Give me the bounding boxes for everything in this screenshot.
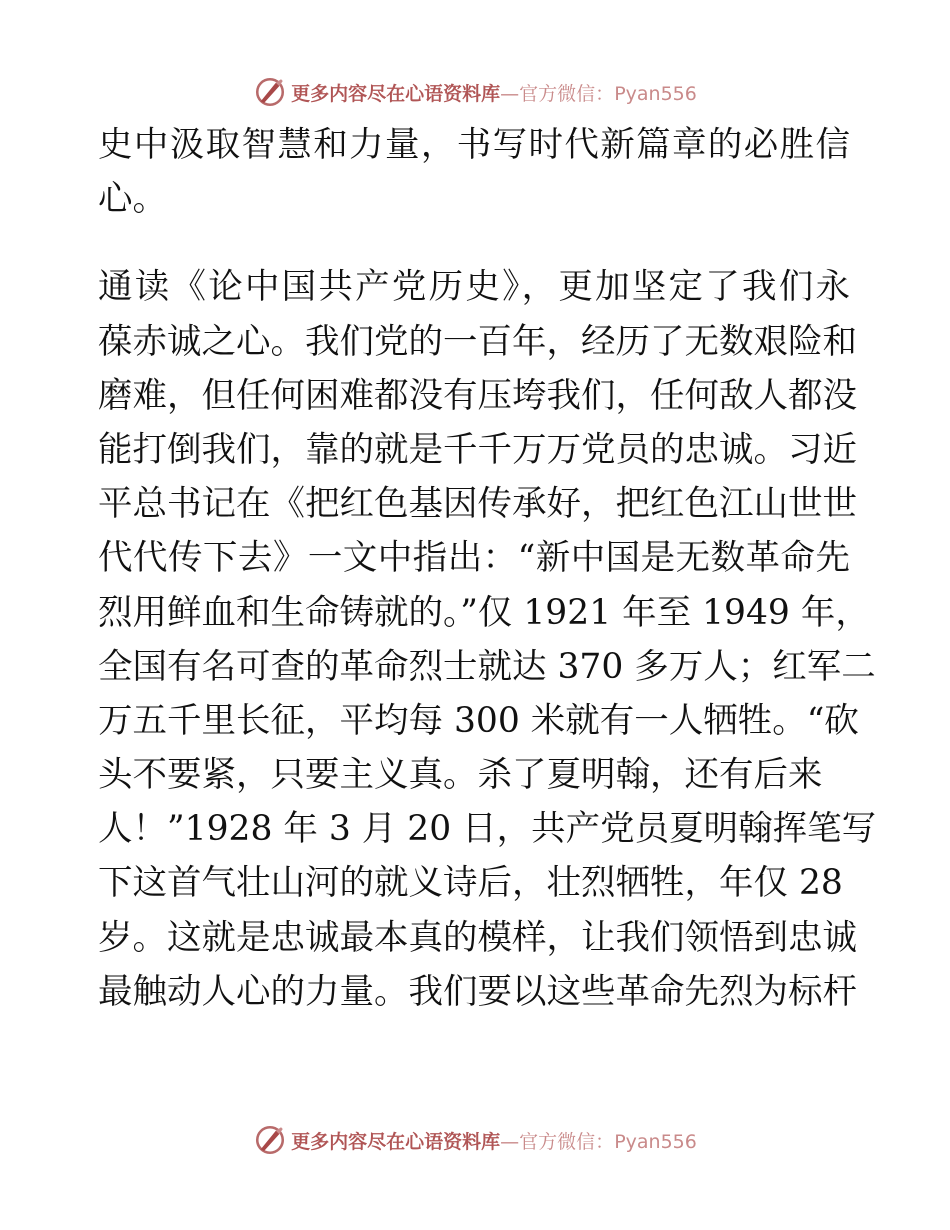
- watermark-handle: Pyan556: [614, 82, 697, 105]
- paragraph-2: [98, 260, 877, 1019]
- watermark-brand: 更多内容尽在心语资料库: [291, 82, 501, 105]
- header-watermark: [0, 72, 950, 112]
- watermark-handle: Pyan556: [614, 1130, 697, 1153]
- paragraph-1: [98, 118, 850, 226]
- watermark-separator: —: [500, 1130, 520, 1153]
- text-line: 葆赤诚之心。我们党的一百年，经历了无数艰险和: [98, 321, 857, 362]
- text-line: 人！”1928 年 3 月 20 日，共产党员夏明翰挥笔写: [98, 809, 877, 850]
- text-line: 最触动人心的力量。我们要以这些革命先烈为标杆: [98, 971, 857, 1012]
- footer-watermark: [0, 1120, 950, 1160]
- text-line: 岁。这就是忠诚最本真的模样，让我们领悟到忠诚: [98, 917, 857, 958]
- watermark-official: 官方微信：: [519, 1130, 615, 1153]
- text-line: 通读《论中国共产党历史》，更加坚定了我们永: [98, 267, 850, 308]
- text-line: 史中汲取智慧和力量，书写时代新篇章的必胜信: [98, 125, 850, 165]
- text-line: 平总书记在《把红色基因传承好，把红色江山世世: [98, 484, 857, 525]
- text-line: 能打倒我们，靠的就是千千万万党员的忠诚。习近: [98, 429, 857, 470]
- text-line: 心。: [98, 179, 167, 220]
- text-line: 下这首气壮山河的就义诗后，壮烈牺牲，年仅 28: [98, 863, 843, 904]
- text-line: 全国有名可查的革命烈士就达 370 多万人；红军二: [98, 646, 876, 687]
- watermark-text: [291, 1127, 697, 1154]
- pen-logo-icon: [253, 1123, 287, 1157]
- text-line: 头不要紧，只要主义真。杀了夏明翰，还有后来: [98, 755, 823, 796]
- watermark-official: 官方微信：: [519, 82, 615, 105]
- text-line: 烈用鲜血和生命铸就的。”仅 1921 年至 1949 年，: [98, 592, 870, 633]
- watermark-separator: —: [500, 82, 520, 105]
- body-text: [98, 118, 877, 1019]
- text-line: 磨难，但任何困难都没有压垮我们，任何敌人都没: [98, 375, 857, 416]
- text-line: 代代传下去》一文中指出：“新中国是无数革命先: [98, 538, 850, 579]
- watermark-brand: 更多内容尽在心语资料库: [291, 1130, 501, 1153]
- pen-logo-icon: [253, 75, 287, 109]
- watermark-text: [291, 79, 697, 106]
- text-line: 万五千里长征，平均每 300 米就有一人牺牲。“砍: [98, 700, 859, 741]
